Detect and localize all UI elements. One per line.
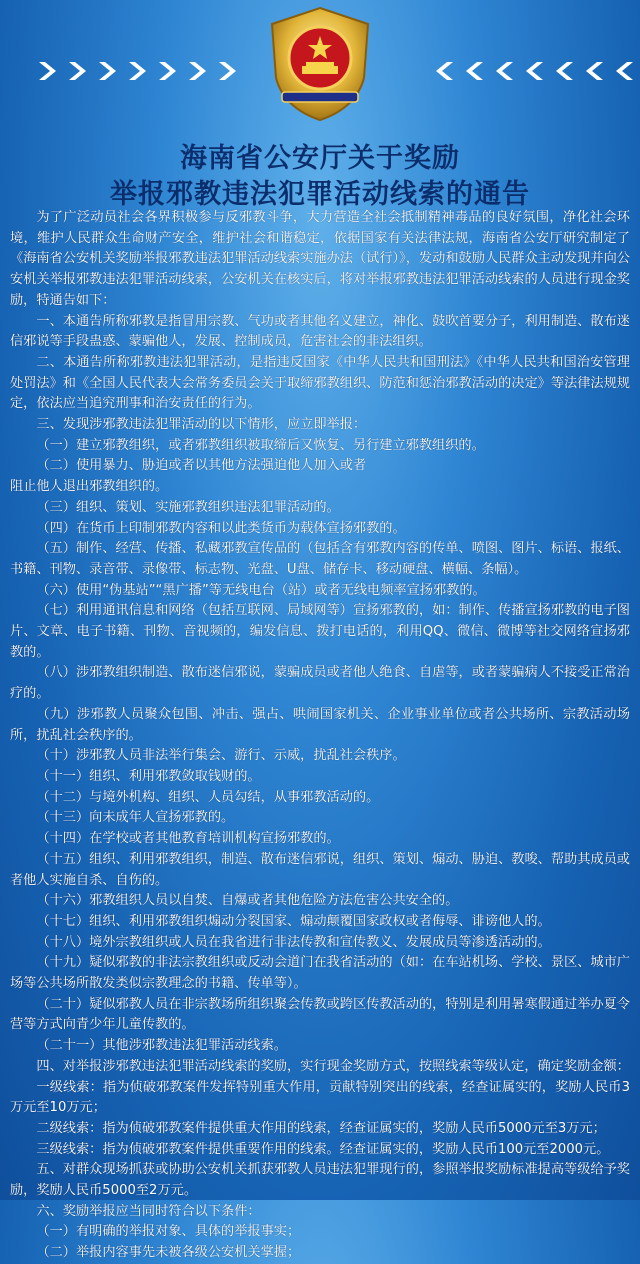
list-item: （十四）在学校或者其他教育培训机构宣扬邪教的。 <box>36 831 340 847</box>
chevron-left-icon <box>460 60 486 82</box>
list-item: （三）组织、策划、实施邪教组织违法犯罪活动的。 <box>36 499 340 515</box>
notice-title-line2: 举报邪教违法犯罪活动线索的通告 <box>110 179 530 210</box>
intro-paragraph: 为了广泛动员社会各界积极参与反邪教斗争，大力营造全社会抵制精神毒品的良好氛围，净化社会环境，维护人民群众生命财产安全，维护社会和谐稳定，依据国家有关法律法规，海南省公安厅研究制定了《海南省公安机关奖励举报邪教违法犯罪活动线索实施办法（试行）》，发动和鼓励人民群众主动发现并向公安机关举报邪教违法犯罪活动线索，公安机关在核实后，将对举报邪教违法犯罪活动线索的人员进行现金奖励，特通告如下： <box>10 210 630 308</box>
list-item: （八）涉邪教组织制造、散布迷信邪说，蒙骗成员或者他人绝食、自虐等，或者蒙骗病人不接受正常治疗的。 <box>10 665 630 702</box>
list-item-continuation: 阻止他人退出邪教组织的。 <box>10 479 169 495</box>
notice-title-line1: 海南省公安厅关于奖励 <box>180 143 460 174</box>
reward-level-3: 三级线索：指为侦破邪教案件提供重要作用的线索。经查证属实的，奖励人民币100元至2000元。 <box>36 1141 610 1157</box>
chevron-right-icon <box>36 60 62 82</box>
list-item: （二）举报内容事先未被各级公安机关掌握； <box>36 1245 301 1261</box>
section-2-paragraph: 二、本通告所称邪教违法犯罪活动，是指违反国家《中华人民共和国刑法》《中华人民共和国治安管理处罚法》和《全国人民代表大会常务委员会关于取缔邪教组织、防范和惩治邪教活动的决定》等法律法规规定，依法应当追究刑事和治安责任的行为。 <box>10 354 630 412</box>
chevron-left-icon <box>430 60 456 82</box>
list-item: （十三）向未成年人宣扬邪教的。 <box>36 810 235 826</box>
list-item: （九）涉邪教人员聚众包围、冲击、强占、哄闹国家机关、企业事业单位或者公共场所、宗教活动场所，扰乱社会秩序的。 <box>10 706 630 743</box>
police-emblem-icon <box>260 4 380 124</box>
section-6-heading: 六、奖励举报应当同时符合以下条件： <box>36 1203 261 1219</box>
list-item: （十五）组织、利用邪教组织，制造、散布迷信邪说，组织、策划、煽动、胁迫、教唆、帮助其成员或者他人实施自杀、自伤的。 <box>10 851 630 888</box>
section-1-paragraph: 一、本通告所称邪教是指冒用宗教、气功或者其他名义建立，神化、鼓吹首要分子，利用制造、散布迷信邪说等手段蛊惑、蒙骗他人，发展、控制成员，危害社会的非法组织。 <box>10 313 630 350</box>
chevron-right-icon <box>66 60 92 82</box>
list-item: （十九）疑似邪教的非法宗教组织或反动会道门在我省活动的（如：在车站机场、学校、景区、城市广场等公共场所散发类似宗教理念的书籍、传单等）。 <box>10 955 630 992</box>
left-chevron-decoration <box>36 60 242 82</box>
chevron-right-icon <box>156 60 182 82</box>
list-item: （十）涉邪教人员非法举行集会、游行、示威，扰乱社会秩序。 <box>36 748 406 764</box>
list-item: （十一）组织、利用邪教敛取钱财的。 <box>36 768 261 784</box>
list-item: （二十）疑似邪教人员在非宗教场所组织聚会传教或跨区传教活动的，特别是利用暑寒假通过举办夏令营等方式向青少年儿童传教的。 <box>10 996 630 1033</box>
chevron-left-icon <box>520 60 546 82</box>
chevron-right-icon <box>126 60 152 82</box>
chevron-right-icon <box>96 60 122 82</box>
list-item: （六）使用“伪基站”“黑广播”等无线电台（站）或者无线电频率宣扬邪教的。 <box>36 582 486 598</box>
chevron-left-icon <box>550 60 576 82</box>
list-item: （五）制作、经营、传播、私藏邪教宣传品的（包括含有邪教内容的传单、喷图、图片、标语、报纸、书籍、刊物、录音带、录像带、标志物、光盘、U盘、储存卡、移动硬盘、横幅、条幅）。 <box>10 541 630 577</box>
list-item: （七）利用通讯信息和网络（包括互联网、局域网等）宣扬邪教的，如：制作、传播宣扬邪教的电子图片、文章、电子书籍、刊物、音视频的，编发信息、拨打电话的，利用QQ、微信、微博等社交网络宣扬邪教的。 <box>10 603 630 660</box>
notice-body <box>10 208 630 1264</box>
list-item: （二）使用暴力、胁迫或者以其他方法强迫他人加入或者 <box>36 458 367 474</box>
chevron-left-icon <box>490 60 516 82</box>
right-chevron-decoration <box>430 60 636 82</box>
list-item: （四）在货币上印制邪教内容和以此类货币为载体宣扬邪教的。 <box>36 520 406 536</box>
list-item: （二十一）其他涉邪教违法犯罪活动线索。 <box>36 1038 287 1054</box>
list-item: （一）建立邪教组织，或者邪教组织被取缔后又恢复、另行建立邪教组织的。 <box>36 437 485 453</box>
chevron-left-icon <box>610 60 636 82</box>
chevron-right-icon <box>216 60 242 82</box>
section-4-paragraph: 四、对举报涉邪教违法犯罪活动线索的奖励，实行现金奖励方式，按照线索等级认定，确定奖励金额： <box>36 1058 630 1074</box>
reward-level-1: 一级线索：指为侦破邪教案件发挥特别重大作用，贡献特别突出的线索，经查证属实的，奖励人民币3万元至10万元； <box>10 1079 630 1116</box>
chevron-left-icon <box>580 60 606 82</box>
list-item: （十六）邪教组织人员以自焚、自爆或者其他危险方法危害公共安全的。 <box>36 893 459 909</box>
chevron-right-icon <box>186 60 212 82</box>
reward-level-2: 二级线索：指为侦破邪教案件提供重大作用的线索，经查证属实的，奖励人民币5000元至3万元； <box>36 1120 606 1136</box>
section-3-heading: 三、发现涉邪教违法犯罪活动的以下情形，应立即举报： <box>36 417 367 433</box>
list-item: （十八）境外宗教组织或人员在我省进行非法传教和宣传教义、发展成员等渗透活动的。 <box>36 934 551 950</box>
list-item: （十二）与境外机构、组织、人员勾结，从事邪教活动的。 <box>36 789 380 805</box>
list-item: （一）有明确的举报对象、具体的举报事实； <box>36 1224 301 1240</box>
list-item: （十七）组织、利用邪教组织煽动分裂国家、煽动颠覆国家政权或者侮辱、诽谤他人的。 <box>36 913 551 929</box>
section-5-paragraph: 五、对群众现场抓获或协助公安机关抓获邪教人员违法犯罪现行的，参照举报奖励标准提高等级给予奖励，奖励人民币5000至2万元。 <box>10 1162 630 1199</box>
